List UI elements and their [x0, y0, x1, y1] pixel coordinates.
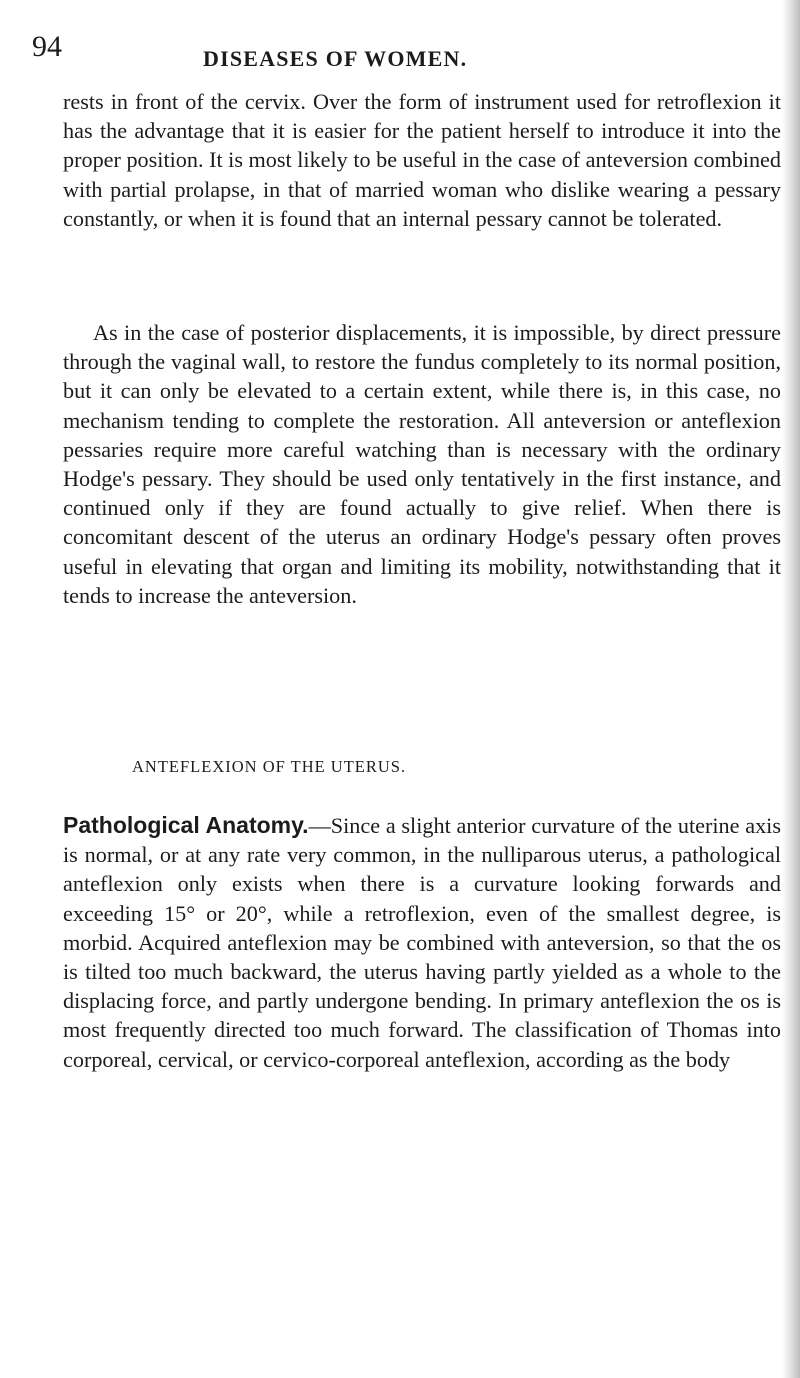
- paragraph-pessary-advantages: rests in front of the cervix. Over the form of instrument used for retroflexion it has the advantage that it is easier for the patient herself to introduce it into the proper position. It is most likely to be useful in the case of anteversion combined with partial prolapse, in that of married woman who dislike wearing a pessary constantly, or when it is found that an internal pessary cannot be tolerated.: [63, 89, 781, 231]
- lead-in-heading: Pathological Anatomy.: [63, 812, 309, 838]
- page-gutter-shadow: [782, 0, 800, 1378]
- section-heading: ANTEFLEXION OF THE UTERUS.: [132, 757, 407, 776]
- page-number: 94: [32, 30, 62, 63]
- paragraph-posterior-displacements: As in the case of posterior displacements, it is impossible, by direct pressure through the vaginal wall, to restore the fundus completely to its normal position, but it can only be elevated to a certain extent, while there is, in this case, no mechanism tending to complete the restoration. All anteversion or anteflexion pessaries require more careful watching than is necessary with the ordinary Hodge's pessary. They should be used only tentatively in the first instance, and continued only if they are found actually to give relief. When there is concomitant descent of the uterus an ordinary Hodge's pessary often proves useful in elevating that organ and limiting its mobility, notwithstanding that it tends to increase the anteversion.: [63, 320, 781, 608]
- paragraph-text: —Since a slight anterior curvature of the uterine axis is normal, or at any rate very common, in the nulliparous uterus, a pathological anteflexion only exists when there is a curvature looking forwards and exceeding 15° or 20°, while a retroflexion, even of the smallest degree, is morbid. Acquired anteflexion may be combined with anteversion, so that the os is tilted too much backward, the uterus having partly yielded as a whole to the displacing force, and partly undergone bending. In primary anteflexion the os is most frequently directed too much forward. The classification of Thomas into corporeal, cervical, or cervico-corporeal anteflexion, according as the body: [63, 813, 781, 1072]
- paragraph-pathological-anatomy: [63, 811, 781, 1074]
- running-head: DISEASES OF WOMEN.: [203, 46, 468, 71]
